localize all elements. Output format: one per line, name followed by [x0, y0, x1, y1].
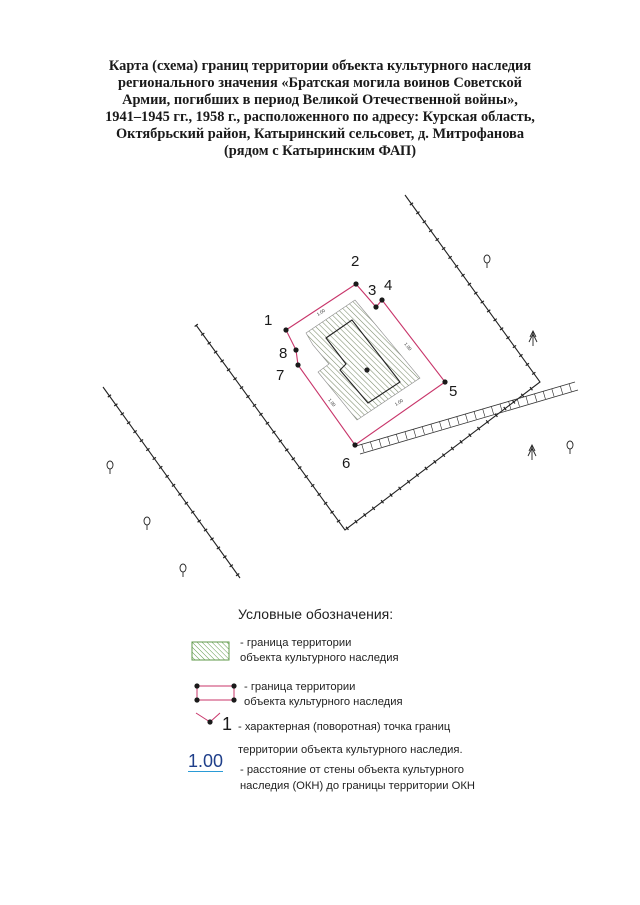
point-label-6: 6: [342, 455, 351, 472]
turning-point-1: [283, 327, 288, 332]
legend-distance-sample: 1.00: [188, 751, 224, 771]
road-line-bottom: [360, 390, 578, 454]
deciduous-tree-icon: [484, 255, 490, 268]
road-tick: [526, 396, 528, 404]
road-tick: [440, 422, 442, 430]
legend-item-text: территории объекта культурного наследия.: [238, 744, 463, 756]
road-tick: [388, 437, 390, 445]
legend-title: Условные обозначения:: [238, 606, 394, 622]
road-tick: [422, 427, 424, 435]
road-tick: [483, 409, 485, 417]
point-label-4: 4: [384, 277, 393, 294]
road-tick: [362, 444, 364, 452]
title-line: регионального значения «Братская могила воинов Советской: [118, 75, 522, 91]
legend-turning-point-symbol: [196, 713, 232, 734]
legend-item-text: - граница территории: [240, 637, 352, 649]
road-tick: [543, 391, 545, 399]
legend-item-text: - расстояние от стены объекта культурного: [240, 764, 464, 776]
road-tick: [431, 424, 433, 432]
turning-point-7: [295, 362, 300, 367]
fence-line-left: [103, 387, 240, 578]
point-label-5: 5: [449, 383, 458, 400]
dimension-label: 1.00: [327, 397, 337, 408]
road-tick: [560, 386, 562, 394]
point-label-3: 3: [368, 282, 377, 299]
road-tick: [414, 429, 416, 437]
road-tick: [500, 404, 502, 412]
road-tick: [370, 442, 372, 450]
road-tick: [396, 434, 398, 442]
title-line: 1941–1945 гг., 1958 г., расположенного по адресу: Курская область,: [105, 109, 535, 125]
legend-hatched-area-symbol: [192, 642, 229, 660]
deciduous-tree-icon: [180, 564, 186, 577]
turning-point-4: [379, 297, 384, 302]
point-label-2: 2: [351, 253, 360, 270]
legend-item-boundary: [244, 680, 403, 710]
turning-point-6: [352, 442, 357, 447]
dimension-label: 1.00: [393, 397, 404, 407]
legend-item-text: наследия (ОКН) до границы территории ОКН: [240, 780, 475, 792]
conifer-tree-icon: [529, 331, 537, 346]
point-label-7: 7: [276, 367, 285, 384]
legend-point-number: 1: [222, 714, 233, 734]
tree-symbols: [107, 255, 573, 577]
road-tick: [569, 384, 571, 392]
legend-item-text: объекта культурного наследия: [244, 696, 403, 708]
legend-boundary-line-symbol: [194, 683, 236, 702]
deciduous-tree-icon: [107, 461, 113, 474]
conifer-tree-icon: [528, 445, 536, 460]
point-label-1: 1: [264, 312, 273, 329]
turning-point-2: [353, 281, 358, 286]
road-tick: [517, 399, 519, 407]
legend-item-distance: [240, 762, 475, 794]
title-line: (рядом с Катыринским ФАП): [224, 143, 416, 159]
road-tick: [465, 414, 467, 422]
deciduous-tree-icon: [567, 441, 573, 454]
legend-item-turning-point: [238, 716, 463, 762]
turning-point-5: [442, 379, 447, 384]
road-tick: [405, 432, 407, 440]
road-tick: [552, 389, 554, 397]
legend-item-hatched-area: [240, 636, 399, 666]
deciduous-tree-icon: [144, 517, 150, 530]
road-tick: [474, 411, 476, 419]
legend-item-text: - граница территории: [244, 681, 356, 693]
turning-point-8: [293, 347, 298, 352]
monument-center-dot: [364, 367, 369, 372]
title-line: Армии, погибших в период Великой Отечественной войны»,: [122, 92, 518, 108]
legend-item-text: - характерная (поворотная) точка границ: [238, 721, 451, 733]
road-tick: [535, 394, 537, 402]
title-line: Карта (схема) границ территории объекта культурного наследия: [108, 58, 532, 74]
road-tick: [379, 439, 381, 447]
dimension-label: 1.00: [315, 307, 326, 317]
point-label-8: 8: [279, 345, 288, 362]
dimension-label: 1.00: [403, 341, 413, 352]
road-tick: [457, 417, 459, 425]
road-tick: [491, 406, 493, 414]
road-tick: [448, 419, 450, 427]
title-line: Октябрьский район, Катыринский сельсовет, д. Митрофанова: [115, 126, 525, 142]
legend-item-text: объекта культурного наследия: [240, 652, 399, 664]
turning-point-3: [373, 304, 378, 309]
